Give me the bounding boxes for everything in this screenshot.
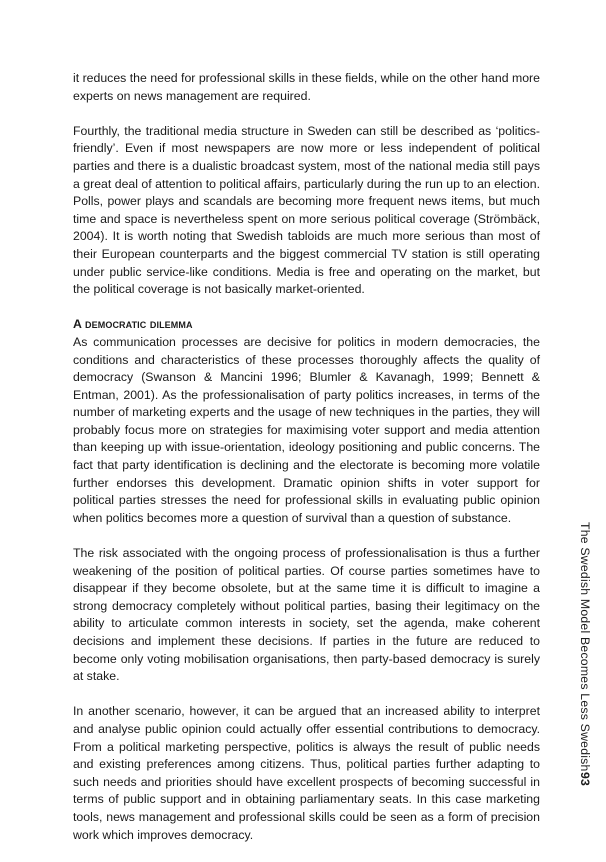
paragraph-media-structure: Fourthly, the traditional media structure in Sweden can still be described as ‘politics-friendly’. Even if most newspapers are now more or less independent of political parties and there is a dualistic broadcast system, most of the national media still pays a great deal of attention to political affairs, particularly during the run up to an election. Polls, power plays and scandals are becoming more frequent news items, but much time and space is nevertheless spent on more serious political coverage (Strömbäck, 2004). It is worth noting that Swedish tabloids are much more serious than most of their European counterparts and the biggest commercial TV station is still operating under public service-like conditions. Media is free and operating on the market, but the political coverage is not basically market-oriented. [73, 123, 540, 297]
running-head-title: The Swedish Model Becomes Less Swedish [578, 522, 592, 772]
paragraph-another-scenario: In another scenario, however, it can be argued that an increased ability to interpret and analyse public opinion could actually offer essential contributions to democracy. From a political marketing perspective, politics is always the result of public needs and existing preferences among citizens. Thus, political parties further adapting to such needs and priorities should have excellent prospects of becoming successful in terms of public support and in obtaining parliamentary seats. In this case marketing tools, news management and professional skills could be seen as a form of precision work which improves democracy. [73, 704, 540, 842]
section-heading: A democratic dilemma [73, 317, 193, 332]
running-head-text [577, 522, 593, 786]
running-head [574, 0, 598, 800]
paragraph-risk: The risk associated with the ongoing process of professionalisation is thus a further weakening of the position of political parties. Of course parties sometimes have to disappear if they become obsolete, but at the same time it is difficult to imagine a strong democracy completely without political parties, basing their legitimacy on the ability to articulate common interests in society, set the agenda, make coherent decisions and implement these decisions. If parties in the future are reduced to become only voting mobilisation organisations, then party-based democracy is surely at stake. [73, 546, 540, 684]
page-body [73, 70, 540, 862]
paragraph-communication-processes: As communication processes are decisive for politics in modern democracies, the conditions and characteristics of these processes thoroughly affects the quality of democracy (Swanson & Mancini 1996; Blumler & Kavanagh, 1999; Bennett & Entman, 2001). As the professionalisation of party politics increases, in terms of the number of marketing experts and the usage of new techniques in the parties, they will probably focus more on strategies for maximising voter support and media attention than keeping up with issue-orientation, ideology positioning and public concerns. The fact that party identification is declining and the electorate is becoming more volatile further endorses this development. Dramatic opinion shifts in voter support for political parties stresses the need for professional skills in evaluating public opinion when politics becomes more a question of survival than a question of substance. [73, 334, 540, 525]
paragraph-continuation: it reduces the need for professional skills in these fields, while on the other hand more experts on news management are required. [73, 71, 540, 103]
page-number: 93 [578, 771, 592, 786]
